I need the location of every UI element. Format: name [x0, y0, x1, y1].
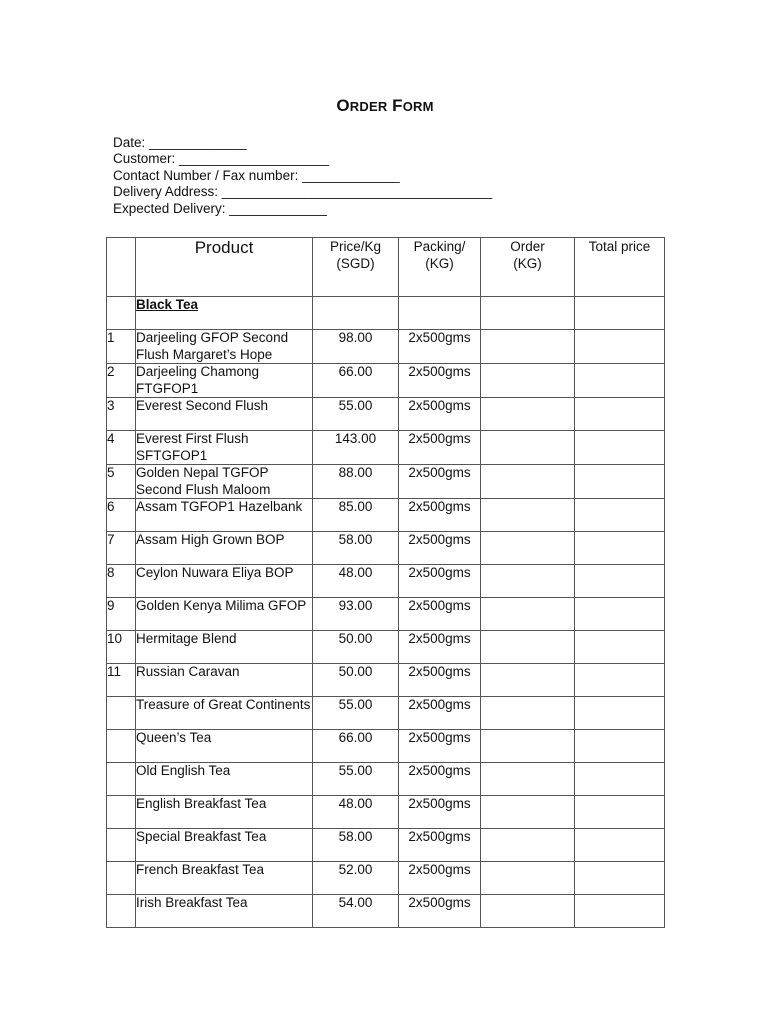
total-price-cell[interactable]	[575, 664, 665, 697]
packing-cell: 2x500gms	[399, 631, 481, 664]
table-row	[107, 895, 665, 928]
row-number: 7	[107, 532, 136, 565]
row-number: 9	[107, 598, 136, 631]
total-price-cell[interactable]	[575, 631, 665, 664]
table-row	[107, 664, 665, 697]
packing-cell: 2x500gms	[399, 398, 481, 431]
order-qty-cell[interactable]	[481, 465, 575, 499]
order-qty-cell[interactable]	[481, 330, 575, 364]
product-name: Assam TGFOP1 Hazelbank	[136, 499, 313, 532]
table-row	[107, 730, 665, 763]
contact-field[interactable]: Contact Number / Fax number: _____________	[113, 167, 400, 183]
order-qty-cell[interactable]	[481, 796, 575, 829]
order-qty-cell[interactable]	[481, 730, 575, 763]
price-cell: 50.00	[313, 631, 399, 664]
date-field[interactable]: Date: _____________	[113, 135, 247, 150]
packing-cell: 2x500gms	[399, 763, 481, 796]
packing-cell: 2x500gms	[399, 895, 481, 928]
total-price-cell[interactable]	[575, 730, 665, 763]
row-number: 8	[107, 565, 136, 598]
product-name: Golden Kenya Milima GFOP	[136, 598, 313, 631]
packing-cell: 2x500gms	[399, 697, 481, 730]
order-qty-cell[interactable]	[481, 697, 575, 730]
table-row	[107, 697, 665, 730]
order-header: Order (KG)	[481, 238, 575, 297]
expected-delivery-field[interactable]: Expected Delivery: _____________	[113, 200, 327, 216]
price-cell: 48.00	[313, 796, 399, 829]
total-price-cell[interactable]	[575, 895, 665, 928]
product-header: Product	[136, 238, 313, 297]
total-price-cell[interactable]	[575, 862, 665, 895]
packing-cell: 2x500gms	[399, 532, 481, 565]
product-name: Darjeeling GFOP Second Flush Margaret’s Hope	[136, 330, 313, 364]
price-cell: 88.00	[313, 465, 399, 499]
table-row	[107, 398, 665, 431]
table-row	[107, 862, 665, 895]
row-number: 11	[107, 664, 136, 697]
row-number: 5	[107, 465, 136, 499]
price-cell: 55.00	[313, 763, 399, 796]
packing-cell: 2x500gms	[399, 499, 481, 532]
row-number	[107, 730, 136, 763]
total-price-cell[interactable]	[575, 829, 665, 862]
price-cell: 48.00	[313, 565, 399, 598]
product-name: Ceylon Nuwara Eliya BOP	[136, 565, 313, 598]
table-row	[107, 631, 665, 664]
table-row	[107, 465, 665, 499]
table-row	[107, 330, 665, 364]
total-price-cell[interactable]	[575, 796, 665, 829]
packing-cell: 2x500gms	[399, 862, 481, 895]
order-qty-cell[interactable]	[481, 499, 575, 532]
price-cell: 85.00	[313, 499, 399, 532]
order-qty-cell[interactable]	[481, 862, 575, 895]
price-cell: 55.00	[313, 697, 399, 730]
product-name: Russian Caravan	[136, 664, 313, 697]
order-table	[106, 237, 665, 928]
price-cell: 98.00	[313, 330, 399, 364]
total-price-cell[interactable]	[575, 465, 665, 499]
product-name: Queen’s Tea	[136, 730, 313, 763]
row-number: 4	[107, 431, 136, 465]
packing-cell: 2x500gms	[399, 431, 481, 465]
row-number: 1	[107, 330, 136, 364]
order-qty-cell[interactable]	[481, 664, 575, 697]
price-cell: 50.00	[313, 664, 399, 697]
row-number: 6	[107, 499, 136, 532]
product-name: Treasure of Great Continents	[136, 697, 313, 730]
table-row	[107, 499, 665, 532]
product-name: Special Breakfast Tea	[136, 829, 313, 862]
row-number: 3	[107, 398, 136, 431]
row-number: 2	[107, 364, 136, 398]
table-row	[107, 763, 665, 796]
total-price-cell[interactable]	[575, 565, 665, 598]
packing-cell: 2x500gms	[399, 598, 481, 631]
product-name: Everest First Flush SFTGFOP1	[136, 431, 313, 465]
product-name: Everest Second Flush	[136, 398, 313, 431]
packing-cell: 2x500gms	[399, 565, 481, 598]
price-header: Price/Kg (SGD)	[313, 238, 399, 297]
packing-header: Packing/ (KG)	[399, 238, 481, 297]
row-number	[107, 862, 136, 895]
total-price-cell[interactable]	[575, 499, 665, 532]
product-name: French Breakfast Tea	[136, 862, 313, 895]
order-qty-cell[interactable]	[481, 364, 575, 398]
total-price-cell[interactable]	[575, 532, 665, 565]
row-number: 10	[107, 631, 136, 664]
table-row	[107, 565, 665, 598]
total-price-cell[interactable]	[575, 763, 665, 796]
packing-cell: 2x500gms	[399, 829, 481, 862]
packing-cell: 2x500gms	[399, 364, 481, 398]
packing-cell: 2x500gms	[399, 796, 481, 829]
row-number	[107, 895, 136, 928]
price-cell: 54.00	[313, 895, 399, 928]
table-row	[107, 364, 665, 398]
packing-cell: 2x500gms	[399, 465, 481, 499]
product-name: Old English Tea	[136, 763, 313, 796]
product-name: Hermitage Blend	[136, 631, 313, 664]
total-price-cell[interactable]	[575, 697, 665, 730]
total-price-header: Total price	[575, 238, 665, 297]
total-price-cell[interactable]	[575, 364, 665, 398]
product-name: Darjeeling Chamong FTGFOP1	[136, 364, 313, 398]
order-qty-cell[interactable]	[481, 829, 575, 862]
price-cell: 66.00	[313, 364, 399, 398]
order-qty-cell[interactable]	[481, 631, 575, 664]
number-header	[107, 238, 136, 297]
page-title: ORDER FORM	[336, 96, 434, 115]
total-price-cell[interactable]	[575, 598, 665, 631]
price-cell: 58.00	[313, 829, 399, 862]
table-row	[107, 532, 665, 565]
order-qty-cell[interactable]	[481, 398, 575, 431]
packing-cell: 2x500gms	[399, 664, 481, 697]
order-fields	[113, 135, 492, 217]
packing-cell: 2x500gms	[399, 730, 481, 763]
price-cell: 143.00	[313, 431, 399, 465]
row-number	[107, 697, 136, 730]
product-name: English Breakfast Tea	[136, 796, 313, 829]
order-qty-cell[interactable]	[481, 598, 575, 631]
order-qty-cell[interactable]	[481, 895, 575, 928]
total-price-cell[interactable]	[575, 398, 665, 431]
customer-field[interactable]: Customer: ____________________	[113, 151, 330, 167]
table-row	[107, 598, 665, 631]
section-label: Black Tea	[136, 297, 313, 330]
delivery-address-field[interactable]: Delivery Address: ____________________________________	[113, 184, 493, 200]
order-qty-cell[interactable]	[481, 565, 575, 598]
price-cell: 66.00	[313, 730, 399, 763]
product-name: Assam High Grown BOP	[136, 532, 313, 565]
order-qty-cell[interactable]	[481, 532, 575, 565]
order-qty-cell[interactable]	[481, 763, 575, 796]
price-cell: 93.00	[313, 598, 399, 631]
product-name: Golden Nepal TGFOP Second Flush Maloom	[136, 465, 313, 499]
row-number	[107, 763, 136, 796]
total-price-cell[interactable]	[575, 330, 665, 364]
table-row	[107, 431, 665, 465]
table-row	[107, 796, 665, 829]
row-number	[107, 796, 136, 829]
price-cell: 58.00	[313, 532, 399, 565]
product-name: Irish Breakfast Tea	[136, 895, 313, 928]
total-price-cell[interactable]	[575, 431, 665, 465]
order-qty-cell[interactable]	[481, 431, 575, 465]
table-row	[107, 829, 665, 862]
price-cell: 52.00	[313, 862, 399, 895]
section-row	[107, 297, 665, 330]
packing-cell: 2x500gms	[399, 330, 481, 364]
row-number	[107, 829, 136, 862]
price-cell: 55.00	[313, 398, 399, 431]
